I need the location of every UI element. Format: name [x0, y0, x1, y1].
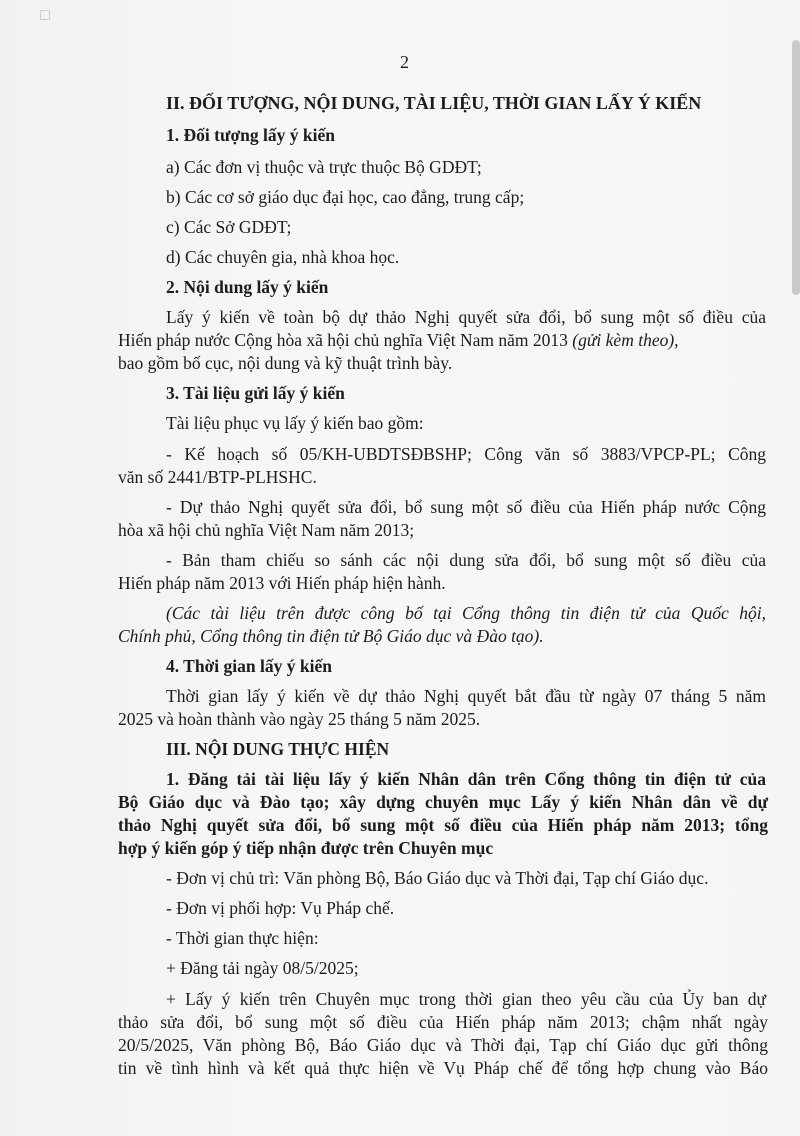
sub3-note-line-2: Chính phủ, Cổng thông tin điện tử Bộ Giáo dục và Đào tạo). — [118, 626, 544, 646]
page-number: 2 — [400, 52, 409, 72]
section-3-heading: III. NỘI DUNG THỰC HIỆN — [166, 739, 390, 759]
lay-y-kien-line-2: thảo sửa đổi, bổ sung một số điều của Hiến pháp năm 2013; chậm nhất ngày — [118, 1012, 768, 1032]
section-3-item1-line-3: thảo Nghị quyết sửa đổi, bổ sung một số điều của Hiến pháp năm 2013; tổng — [118, 815, 768, 835]
corner-mark — [40, 10, 50, 20]
sub1-item-d: d) Các chuyên gia, nhà khoa học. — [166, 247, 400, 267]
sub3-doc1-line-1: - Kế hoạch số 05/KH-UBDTSĐBSHP; Công văn số 3883/VPCP-PL; Công — [166, 444, 766, 464]
section-3-item1-line-4: hợp ý kiến góp ý tiếp nhận được trên Chuyên mục — [118, 838, 494, 858]
sub3-doc3-line-1: - Bản tham chiếu so sánh các nội dung sửa đổi, bổ sung một số điều của — [166, 550, 766, 570]
sub3-title: 3. Tài liệu gửi lấy ý kiến — [166, 383, 345, 403]
section-3-item1-line-2: Bộ Giáo dục và Đào tạo; xây dựng chuyên mục Lấy ý kiến Nhân dân về dự — [118, 792, 768, 812]
sub1-title: 1. Đối tượng lấy ý kiến — [166, 125, 335, 145]
sub2-line-2-text: Hiến pháp nước Cộng hòa xã hội chủ nghĩa Việt Nam năm 2013 — [118, 330, 568, 350]
sub2-line-2 — [118, 329, 768, 351]
sub4-line-1: Thời gian lấy ý kiến về dự thảo Nghị quyết bắt đầu từ ngày 07 tháng 5 năm — [166, 686, 766, 706]
lay-y-kien-line-4: tin về tình hình và kết quả thực hiện về Vụ Pháp chế để tổng hợp chung vào Báo — [118, 1058, 768, 1078]
sub1-item-a: a) Các đơn vị thuộc và trực thuộc Bộ GDĐT; — [166, 157, 482, 177]
sub3-note-line-1: (Các tài liệu trên được công bố tại Cổng thông tin điện tử của Quốc hội, — [166, 603, 766, 623]
sub1-item-b: b) Các cơ sở giáo dục đại học, cao đẳng, trung cấp; — [166, 187, 525, 207]
sub3-doc3-line-2: Hiến pháp năm 2013 với Hiến pháp hiện hành. — [118, 573, 446, 593]
section-3-item1-line-1: 1. Đăng tải tài liệu lấy ý kiến Nhân dân trên Cổng thông tin điện tử của — [166, 769, 766, 789]
sub4-title: 4. Thời gian lấy ý kiến — [166, 656, 332, 676]
phoi-hop-line: - Đơn vị phối hợp: Vụ Pháp chế. — [166, 898, 395, 918]
sub2-line-2-italic: (gửi kèm theo), — [572, 330, 679, 350]
lay-y-kien-line-1: + Lấy ý kiến trên Chuyên mục trong thời gian theo yêu cầu của Ủy ban dự — [166, 989, 766, 1009]
sub2-line-1: Lấy ý kiến về toàn bộ dự thảo Nghị quyết sửa đổi, bổ sung một số điều của — [166, 307, 766, 327]
sub3-doc1-line-2: văn số 2441/BTP-PLHSHC. — [118, 467, 317, 487]
sub3-doc2-line-1: - Dự thảo Nghị quyết sửa đổi, bổ sung một số điều của Hiến pháp nước Cộng — [166, 497, 766, 517]
sub1-item-c: c) Các Sở GDĐT; — [166, 217, 292, 237]
sub3-intro: Tài liệu phục vụ lấy ý kiến bao gồm: — [166, 413, 424, 433]
dang-tai-line: + Đăng tải ngày 08/5/2025; — [166, 958, 359, 978]
sub2-line-3: bao gồm bố cục, nội dung và kỹ thuật trình bày. — [118, 353, 453, 373]
sub4-line-2: 2025 và hoàn thành vào ngày 25 tháng 5 năm 2025. — [118, 709, 481, 729]
lay-y-kien-line-3: 20/5/2025, Văn phòng Bộ, Báo Giáo dục và Thời đại, Tạp chí Giáo dục gửi thông — [118, 1035, 768, 1055]
sub3-doc2-line-2: hòa xã hội chủ nghĩa Việt Nam năm 2013; — [118, 520, 415, 540]
section-2-heading: II. ĐỐI TƯỢNG, NỘI DUNG, TÀI LIỆU, THỜI GIAN LẤY Ý KIẾN — [166, 93, 702, 113]
thoi-gian-line: - Thời gian thực hiện: — [166, 928, 319, 948]
chu-tri-line: - Đơn vị chủ trì: Văn phòng Bộ, Báo Giáo dục và Thời đại, Tạp chí Giáo dục. — [166, 868, 709, 888]
sub2-title: 2. Nội dung lấy ý kiến — [166, 277, 329, 297]
